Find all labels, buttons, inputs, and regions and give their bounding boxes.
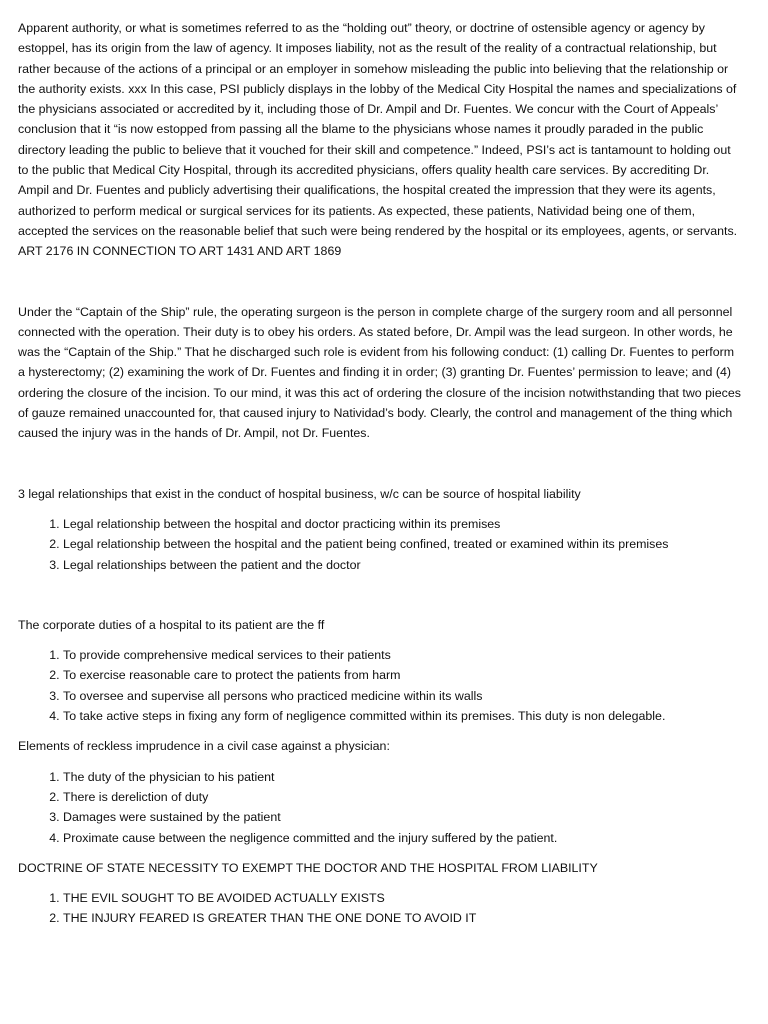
list-item: 4. To take active steps in fixing any form of negligence committed within its premises. This duty is non delegable. <box>63 706 742 726</box>
list-item: 2. To exercise reasonable care to protect the patients from harm <box>63 665 742 685</box>
list-item: 4. Proximate cause between the negligence committed and the injury suffered by the patient. <box>63 828 742 848</box>
document-content <box>18 18 742 929</box>
list-item: 3. Damages were sustained by the patient <box>63 807 742 827</box>
list-item: 2. There is dereliction of duty <box>63 787 742 807</box>
list-item: 3. Legal relationships between the patient and the doctor <box>63 555 742 575</box>
list-item: 2. Legal relationship between the hospital and the patient being confined, treated or examined within its premises <box>63 534 742 554</box>
list-item: 1. The duty of the physician to his patient <box>63 767 742 787</box>
legal-relationships-list <box>18 514 742 575</box>
section-corporate-duties-title: The corporate duties of a hospital to its patient are the ff <box>18 617 325 632</box>
section-legal-relationships-title: 3 legal relationships that exist in the conduct of hospital business, w/c can be source of hospital liability <box>18 486 581 501</box>
list-item: 1. Legal relationship between the hospital and doctor practicing within its premises <box>63 514 742 534</box>
list-item: 1. To provide comprehensive medical services to their patients <box>63 645 742 665</box>
section-reckless-imprudence-title: Elements of reckless imprudence in a civil case against a physician: <box>18 739 390 754</box>
paragraph-captain-of-the-ship: Under the “Captain of the Ship” rule, the operating surgeon is the person in complete charge of the surgery room and all personnel connected with the operation. Their duty is to obey his orders. As stated before, Dr. Ampil was the lead surgeon. In other words, he was the “Captain of the Ship.” That he discharged such role is evident from his following conduct: (1) calling Dr. Fuentes to perform a hysterectomy; (2) examining the work of Dr. Fuentes and finding it in order; (3) granting Dr. Fuentes’ permission to leave; and (4) ordering the closure of the incision. To our mind, it was this act of ordering the closure of the incision notwithstanding that two pieces of gauze remained unaccounted for, that caused injury to Natividad’s body. Clearly, the control and management of the thing which caused the injury was in the hands of Dr. Ampil, not Dr. Fuentes. <box>18 304 741 441</box>
paragraph-apparent-authority: Apparent authority, or what is sometimes referred to as the “holding out” theory, or doctrine of ostensible agency or agency by estoppel, has its origin from the law of agency. It imposes liability, not as the result of the reality of a contractual relationship, but rather because of the actions of a principal or an employer in somehow misleading the public into believing that the relationship or the authority exists. xxx In this case, PSI publicly displays in the lobby of the Medical City Hospital the names and specializations of the physicians associated or accredited by it, including those of Dr. Ampil and Dr. Fuentes. We concur with the Court of Appeals’ conclusion that it “is now estopped from passing all the blame to the physicians whose names it proudly paraded in the public directory leading the public to believe that it vouched for their skill and competence.” Indeed, PSI’s act is tantamount to holding out to the public that Medical City Hospital, through its accredited physicians, offers quality health care services. By accrediting Dr. Ampil and Dr. Fuentes and publicly advertising their qualifications, the hospital created the impression that they were its agents, authorized to perform medical or surgical services for its patients. As expected, these patients, Natividad being one of them, accepted the services on the reasonable belief that such were being rendered by the hospital or its employees, agents, or servants. ART 2176 IN CONNECTION TO ART 1431 AND ART 1869 <box>18 21 738 259</box>
list-item: 2. THE INJURY FEARED IS GREATER THAN THE ONE DONE TO AVOID IT <box>63 908 742 928</box>
list-item: 3. To oversee and supervise all persons who practiced medicine within its walls <box>63 686 742 706</box>
list-item: 1. THE EVIL SOUGHT TO BE AVOIDED ACTUALLY EXISTS <box>63 888 742 908</box>
reckless-imprudence-list <box>18 767 742 848</box>
section-state-necessity-title: DOCTRINE OF STATE NECESSITY TO EXEMPT THE DOCTOR AND THE HOSPITAL FROM LIABILITY <box>18 860 598 875</box>
state-necessity-list <box>18 888 742 929</box>
corporate-duties-list <box>18 645 742 726</box>
